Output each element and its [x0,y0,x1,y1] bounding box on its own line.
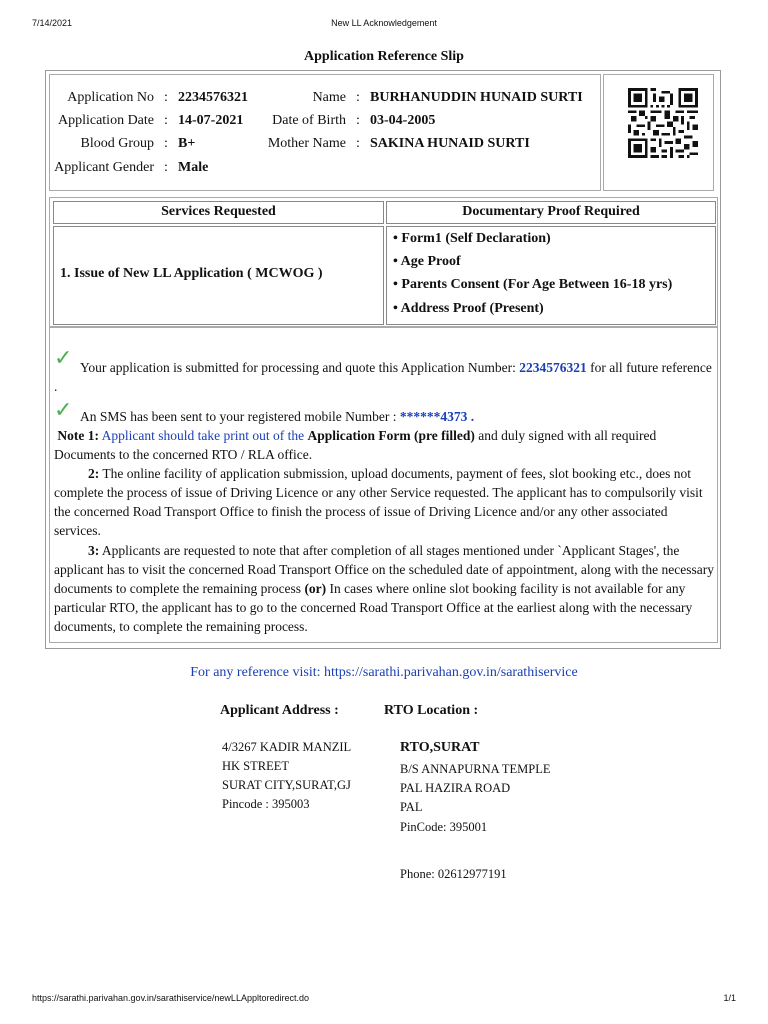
documents-header: Documentary Proof Required [386,201,716,224]
mother-name-label: Mother Name [267,136,346,151]
submitted-message [54,358,716,396]
name-label: Name [312,90,346,105]
rto-name: RTO,SURAT [400,740,480,755]
dob-value: 03-04-2005 [370,113,436,128]
address-line: 4/3267 KADIR MANZIL [222,740,352,754]
services-table [49,197,718,327]
application-date-label: Application Date [57,113,154,128]
blood-group-value: B+ [178,136,196,151]
service-cell [53,226,384,325]
rto-location-heading: RTO Location : [384,703,479,718]
qr-code [628,88,698,158]
colon: : [356,136,360,151]
note-2 [54,464,716,540]
rto-address-line: PAL HAZIRA ROAD [400,781,511,795]
rto-pincode: PinCode: 395001 [400,820,488,834]
document-item: • Parents Consent (For Age Between 16-18 yrs) [393,277,673,292]
slip-title: Application Reference Slip [304,49,464,64]
rto-address-line: PAL [400,800,423,814]
document-item: • Age Proof [393,254,461,269]
qr-panel [603,74,714,191]
application-number-ref: 2234576321 [519,360,587,375]
reference-link[interactable]: For any reference visit: https://sarathi.parivahan.gov.in/sarathiservice [190,665,578,680]
submitted-text: Your application is submitted for processing and quote this Application Number: [80,360,516,375]
gender-value: Male [178,160,209,175]
document-item: • Form1 (Self Declaration) [393,231,551,246]
note-1-text: Applicant should take print out of the [101,428,305,443]
blood-group-label: Blood Group [80,136,154,151]
submitted-text-end: for all future reference . [54,360,712,394]
address-pincode: Pincode : 395003 [222,797,310,811]
applicant-info-panel [49,74,601,191]
check-icon: ✓ [54,346,73,371]
rto-phone: Phone: 02612977191 [400,867,507,881]
note-1-label: Note 1: [57,428,99,443]
gender-label: Applicant Gender [54,160,154,175]
colon: : [356,90,360,105]
application-no-label: Application No [67,90,154,105]
application-date-value: 14-07-2021 [178,113,244,128]
document-item: • Address Proof (Present) [393,301,544,316]
documents-cell [386,226,716,325]
note-3-or: (or) [304,581,327,596]
sms-message [54,407,716,426]
mobile-number: ******4373 . [399,409,475,424]
colon: : [164,90,168,105]
footer-url: https://sarathi.parivahan.gov.in/sarathiservice/newLLAppltoredirect.do [32,993,309,1003]
name-value: BURHANUDDIN HUNAID SURTI [370,90,583,105]
colon: : [164,113,168,128]
notes-panel [49,327,718,643]
colon: : [356,113,360,128]
note-3 [54,541,716,636]
application-no-value: 2234576321 [178,90,248,105]
service-item: 1. Issue of New LL Application ( MCWOG ) [60,266,323,281]
print-title: New LL Acknowledgement [331,18,437,28]
sms-text: An SMS has been sent to your registered mobile Number : [80,409,397,424]
note-2-label: 2: [88,466,100,481]
note-1-text-end: and duly signed with all required Documents to the concerned RTO / RLA office. [54,428,657,462]
print-date: 7/14/2021 [32,18,73,28]
note-3-text-end: In cases where online slot booking facility is not available for any particular RTO, the applicant has to go to the concerned Road Transport Office at the earliest along with the necessary documents, to complete the remaining process. [54,581,693,634]
note-1-emphasis: Application Form (pre filled) [307,428,475,443]
mother-name-value: SAKINA HUNAID SURTI [370,136,530,151]
note-3-label: 3: [88,543,100,558]
applicant-address-heading: Applicant Address : [220,703,339,718]
footer-page: 1/1 [723,993,736,1003]
address-line: HK STREET [222,759,290,773]
dob-label: Date of Birth [272,113,346,128]
rto-address-line: B/S ANNAPURNA TEMPLE [400,762,551,776]
colon: : [164,136,168,151]
address-line: SURAT CITY,SURAT,GJ [222,778,351,792]
services-header: Services Requested [53,201,384,224]
colon: : [164,160,168,175]
note-3-text: Applicants are requested to note that after completion of all stages mentioned under `Applicant Stages', the applicant has to visit the concerned Road Transport Office on the scheduled date of appointment, along with the necessary documents to complete the remaining process [54,543,714,596]
note-2-text: The online facility of application submission, upload documents, payment of fees, slot booking etc., does not complete the process of issue of Driving Licence or any other Service requested. The applicant has to compulsorily visit the concerned Road Transport Office to finish the process of issue of Driving Licence and/or any other associated services. [54,466,703,538]
note-1 [54,426,716,464]
check-icon: ✓ [54,398,73,423]
